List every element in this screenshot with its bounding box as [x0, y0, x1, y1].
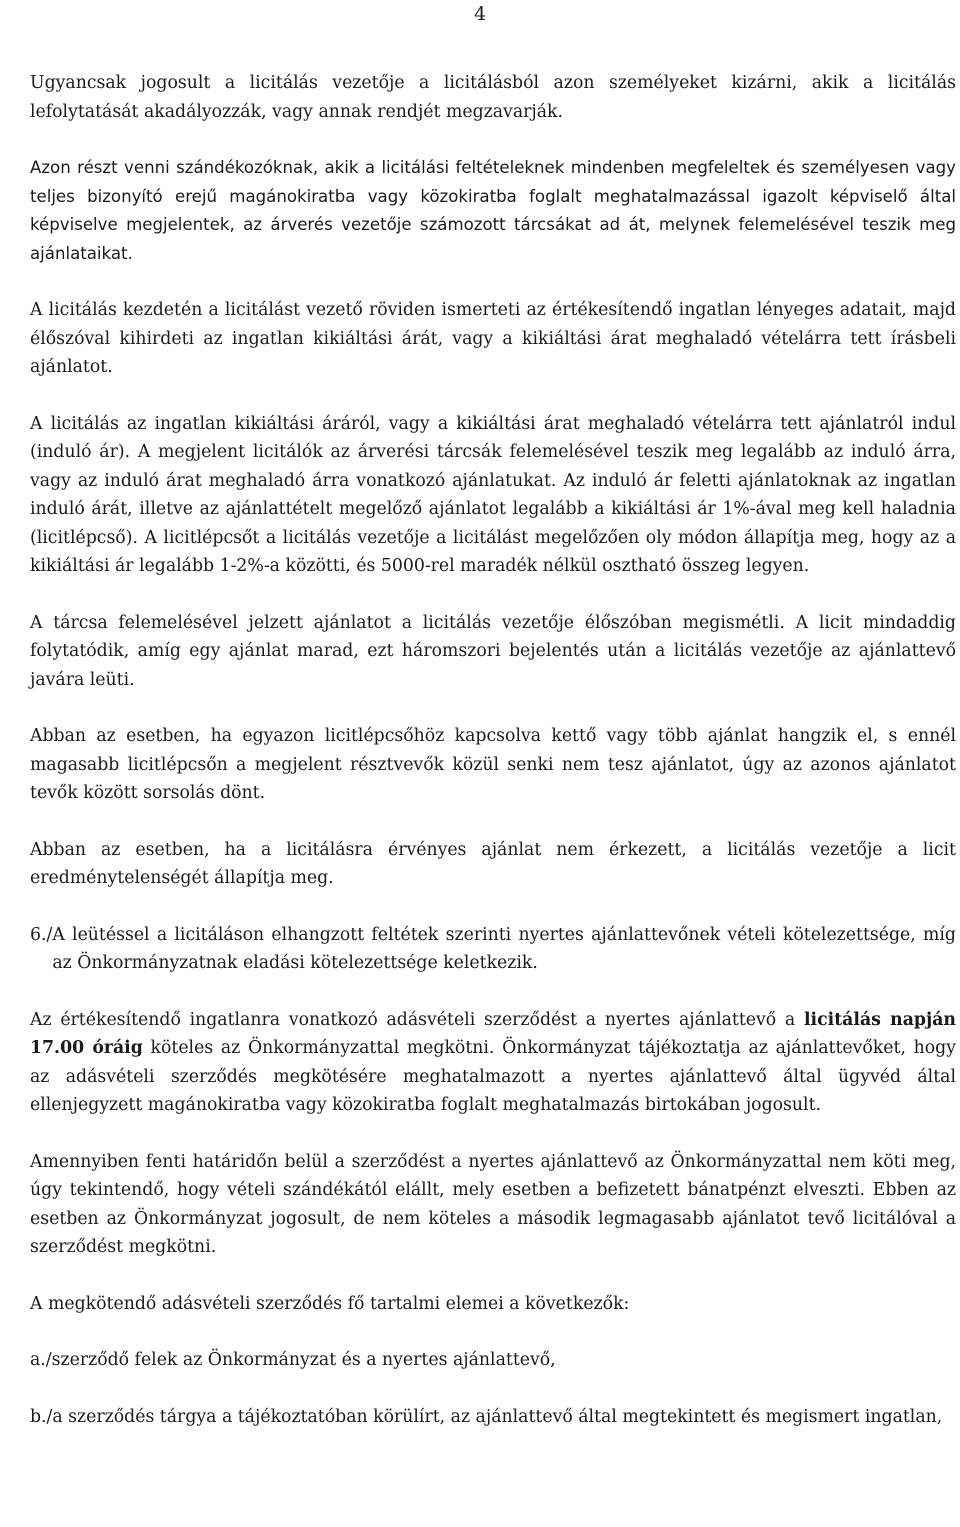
contract-deadline-bold: licitálás napján 17.00 óráig — [30, 1009, 956, 1058]
list-item-a — [30, 1346, 956, 1375]
paragraph-contract-deadline — [30, 1006, 956, 1120]
contract-deadline-text-b: köteles az Önkormányzattal megkötni. Önkormányzat tájékoztatja az ajánlattevőket, hogy az adásvételi szerződés megkötésére meghatalmazott a nyertes ajánlattevő által ügyvéd által ellenjegyzett magánokiratba vagy közokiratba foglalt meghatalmazás birtokában jogosult. — [30, 1038, 957, 1115]
list-item-b — [30, 1403, 956, 1432]
list-item-a-text: szerződő felek az Önkormányzat és a nyertes ajánlattevő, — [51, 1350, 556, 1370]
paragraph-participation: Azon részt venni szándékozóknak, akik a licitálási feltételeknek mindenben megfeleltek és személyesen vagy teljes bizonyító erejű magánokiratba vagy közokiratba foglalt meghatalmazással igazolt képviselő által képviselve megjelentek, az árverés vezetője számozott tárcsákat ad át, melynek felemelésével teszik meg ajánlataikat. — [30, 158, 956, 263]
paragraph-tie-draw: Abban az esetben, ha egyazon licitlépcsőhöz kapcsolva kettő vagy több ajánlat hangzik el, s ennél magasabb licitlépcsőn a megjelent résztvevők közül senki nem tesz ajánlatot, úgy az azonos ajánlatot tevők között sorsolás dönt. — [30, 726, 956, 803]
section-6-text: A leütéssel a licitáláson elhangzott feltétek szerinti nyertes ajánlattevőnek vételi kötelezettsége, míg az Önkormányzatnak eladási kötelezettsége keletkezik. — [52, 924, 956, 973]
paragraph-starting-price: A licitálás az ingatlan kikiáltási áráról, vagy a kikiáltási árat meghaladó vételárra tett ajánlatról indul (induló ár). A megjelent licitálók az árverési tárcsák felemelésével teszik meg legalább az induló árra, vagy az induló árat meghaladó árra vonatkozó ajánlatukat. Az induló ár feletti ajánlatoknak az ingatlan induló árát, illetve az ajánlattételt megelőző ajánlatot legalább a kikiáltási ár 1%-ával meg kell haladnia (licitlépcső). A licitlépcsőt a licitálás vezetője a licitálást megelőzően oly módon állapítja meg, hogy az a kikiáltási ár legalább 1-2%-a közötti, és 5000-rel maradék nélkül osztható összeg legyen. — [30, 413, 956, 576]
paragraph-exclusion: Ugyancsak jogosult a licitálás vezetője a licitálásból azon személyeket kizárni, akik a licitálás lefolytatását akadályozzák, vagy annak rendjét megzavarják. — [30, 73, 956, 122]
list-item-a-label: a./ — [30, 1350, 52, 1370]
section-6 — [30, 921, 956, 978]
list-item-b-label: b./ — [30, 1406, 53, 1427]
section-6-label: 6./ — [30, 924, 53, 945]
document-body — [30, 69, 956, 1459]
list-item-b-text: a szerződés tárgya a tájékoztatóban körülírt, az ajánlattevő által megtekintett és megismert ingatlan, — [52, 1406, 943, 1427]
paragraph-bid-repeat: A tárcsa felemelésével jelzett ajánlatot a licitálás vezetője élőszóban megismétli. A licit mindaddig folytatódik, amíg egy ajánlat marad, ezt háromszori bejelentés után a licitálás vezetője az ajánlattevő javára leüti. — [30, 612, 956, 690]
paragraph-unsuccessful: Abban az esetben, ha a licitálásra érvényes ajánlat nem érkezett, a licitálás vezetője a licit eredménytelenségét állapítja meg. — [30, 839, 956, 888]
paragraph-withdrawal: Amennyiben fenti határidőn belül a szerződést a nyertes ajánlattevő az Önkormányzattal nem köti meg, úgy tekintendő, hogy vételi szándékától elállt, mely esetben a befizetett bánatpénzt elveszti. Ebben az esetben az Önkormányzat jogosult, de nem köteles a második legmagasabb ajánlatot tevő licitálóval a szerződést megkötni. — [30, 1151, 956, 1257]
page-number: 4 — [473, 3, 487, 25]
contract-deadline-text-a: Az értékesítendő ingatlanra vonatkozó adásvételi szerződést a nyertes ajánlattevő a — [30, 1009, 804, 1030]
paragraph-contract-elements: A megkötendő adásvételi szerződés fő tartalmi elemei a következők: — [30, 1293, 630, 1314]
paragraph-opening: A licitálás kezdetén a licitálást vezető röviden ismerteti az értékesítendő ingatlan lényeges adatait, majd élőszóval kihirdeti az ingatlan kikiáltási árát, vagy a kikiáltási árat meghaladó vételárra tett írásbeli ajánlatot. — [30, 300, 956, 377]
